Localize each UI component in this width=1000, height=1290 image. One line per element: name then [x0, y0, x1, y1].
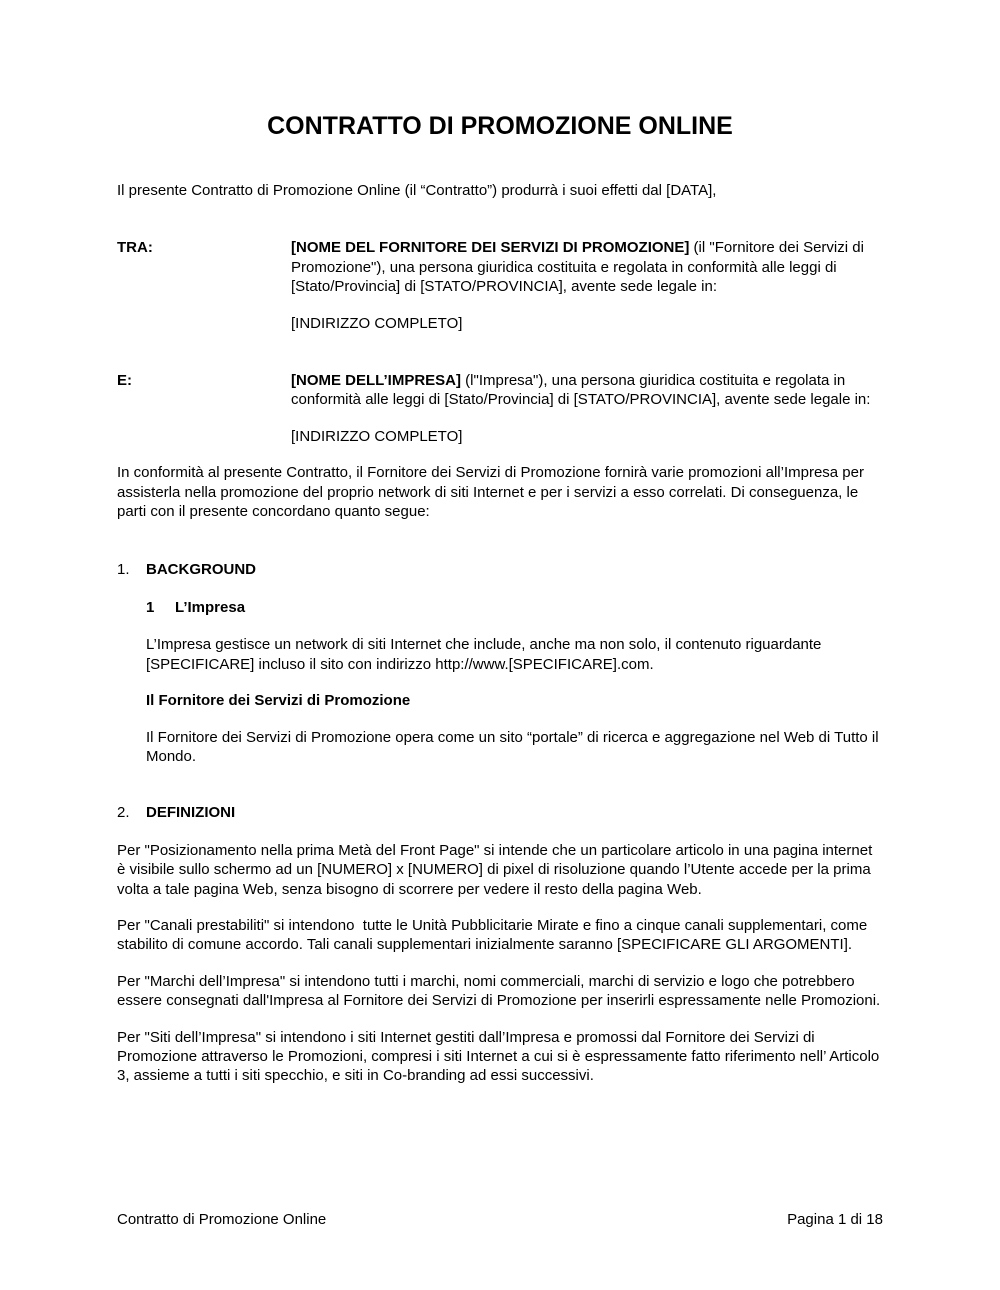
section-2-heading — [117, 803, 883, 822]
section-1-title: BACKGROUND — [146, 561, 256, 579]
party-description-text-tra: (il "Fornitore dei Servizi di Promozione"), una persona giuridica costituita e regolata in conformità alle leggi di [Stato/Provincia] di [STATO/PROVINCIA], avente sede legale in: — [291, 239, 869, 296]
section-1-paragraph-1: L’Impresa gestisce un network di siti Internet che include, anche ma non solo, il contenuto riguardante [SPECIFICARE] incluso il sito con indirizzo http://www.[SPECIFICARE].com. — [146, 636, 826, 673]
party-description-e — [291, 371, 883, 410]
party-block-tra — [117, 238, 883, 333]
subsection-1-1-number: 1 — [146, 598, 155, 616]
party-label-e: E: — [117, 372, 132, 390]
party-block-e — [117, 371, 883, 446]
page-footer — [117, 1210, 883, 1229]
party-name-bold-tra: [NOME DEL FORNITORE DEI SERVIZI DI PROMOZIONE] — [291, 239, 690, 257]
section-2-title: DEFINIZIONI — [146, 804, 236, 822]
section-1-paragraph-2: Il Fornitore dei Servizi di Promozione opera come un sito “portale” di ricerca e aggregazione nel Web di Tutto il Mondo. — [146, 728, 883, 765]
party-body-tra — [291, 238, 883, 333]
document-title: CONTRATTO DI PROMOZIONE ONLINE — [267, 112, 733, 140]
definition-paragraph-2: Per "Canali prestabiliti" si intendono tutte le Unità Pubblicitarie Mirate e fino a cinque canali supplementari, come stabilito di comune accordo. Tali canali supplementari inizialmente saranno [SPECIFICARE GLI ARGOMENTI]. — [117, 916, 872, 954]
party-name-bold-e: [NOME DELL’IMPRESA] — [291, 372, 462, 390]
party-address-e: [INDIRIZZO COMPLETO] — [291, 427, 463, 445]
party-description-text-e: (l"Impresa"), una persona giuridica costituita e regolata in conformità alle leggi di [Stato/Provincia] di [STATO/PROVINCIA], avente sede legale in: — [291, 372, 871, 409]
definition-paragraph-1: Per "Posizionamento nella prima Metà del Front Page" si intende che un particolare articolo in una pagina internet è visibile sullo schermo ad un [NUMERO] x [NUMERO] di pixel di risoluzione quando l’Utente accede per la prima volta a tale pagina Web, senza bisogno di scorrere per vedere il resto della pagina Web. — [117, 841, 877, 898]
intro-paragraph: Il presente Contratto di Promozione Online (il “Contratto”) produrrà i suoi effetti dal [DATA], — [117, 182, 717, 199]
section-1-number: 1. — [117, 561, 130, 579]
section-1-heading — [117, 560, 883, 579]
party-address-tra: [INDIRIZZO COMPLETO] — [291, 314, 463, 332]
footer-document-name: Contratto di Promozione Online — [117, 1211, 327, 1228]
section-1-content — [146, 598, 883, 766]
footer-page-number: Pagina 1 di 18 — [787, 1211, 883, 1228]
definition-paragraph-4: Per "Siti dell’Impresa" si intendono i siti Internet gestiti dall’Impresa e promossi dal Fornitore dei Servizi di Promozione attraverso le Promozioni, compresi i siti Internet a cui si è espressamente fatto riferimento nell’ Articolo 3, assieme a tutti i siti specchio, e siti in Co-branding ad essi successivi. — [117, 1028, 884, 1085]
party-description-tra — [291, 238, 883, 296]
subsection-1-1-title: L’Impresa — [175, 598, 246, 616]
party-body-e — [291, 371, 883, 446]
recitals-paragraph: In conformità al presente Contratto, il Fornitore dei Servizi di Promozione fornirà varie promozioni all’Impresa per assisterla nella promozione del proprio network di siti Internet e per i servizi a esso correlati. Di conseguenza, le parti con il presente concordano quanto segue: — [117, 464, 869, 521]
section-2-number: 2. — [117, 804, 130, 822]
subsection-1-2-heading: Il Fornitore dei Servizi di Promozione — [146, 692, 411, 710]
subsection-1-1-heading — [146, 598, 883, 617]
definition-paragraph-3: Per "Marchi dell’Impresa" si intendono tutti i marchi, nomi commerciali, marchi di servizio e logo che potrebbero essere consegnati dall'Impresa al Fornitore dei Servizi di Promozione per inserirli espressamente nelle Promozioni. — [117, 972, 881, 1010]
party-label-tra: TRA: — [117, 239, 153, 257]
